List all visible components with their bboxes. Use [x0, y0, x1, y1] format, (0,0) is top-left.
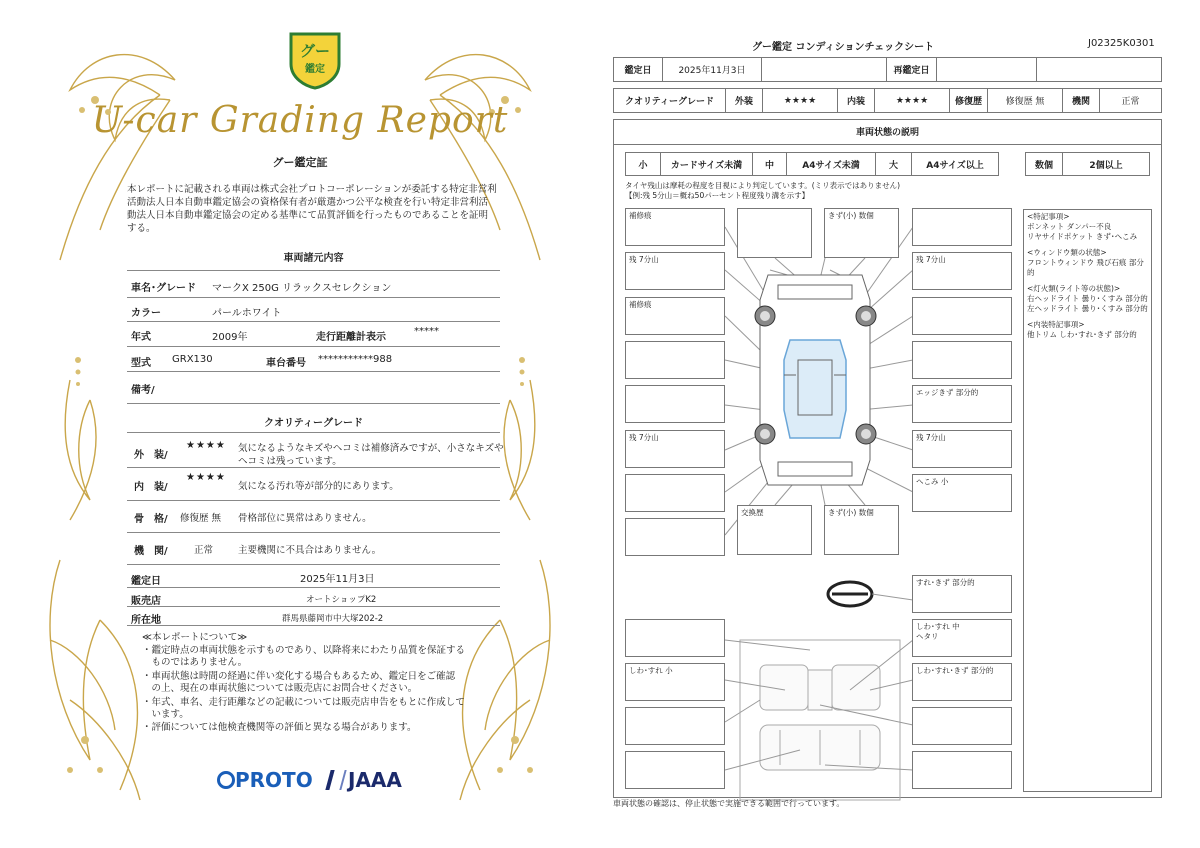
tire-note-1: タイヤ残山は摩耗の程度を目視により判定しています。(ミリ表示ではありません)	[625, 181, 901, 190]
quality-heading: クオリティーグレード	[264, 418, 363, 429]
damage-box-top-3: きず(小) 数個	[824, 208, 899, 258]
interior-box-left-1	[625, 619, 725, 657]
exterior-comment-2: ヘコミは残っています。	[238, 456, 342, 467]
sheet-title: グー鑑定 コンディションチェックシート	[752, 42, 935, 53]
exterior-stars: ★★★★	[186, 440, 226, 451]
divider	[127, 346, 500, 347]
name-label: 車名･グレード	[131, 283, 196, 294]
spec-heading: 車両諸元内容	[283, 253, 344, 264]
sheet-footer: 車両状態の確認は、停止状態で実施できる範囲で行っています。	[613, 799, 845, 808]
interior-box-left-2: しわ･すれ 小	[625, 663, 725, 701]
engine-label: 機 関/	[134, 546, 168, 557]
interior-stars: ★★★★	[186, 472, 226, 483]
divider	[127, 532, 500, 533]
grade-label: クオリティーグレード	[613, 88, 726, 113]
note-line: 他トリム しわ･すれ･きず 部分的	[1027, 330, 1137, 339]
damage-box-left-3: 補修痕	[625, 297, 725, 335]
damage-box-top-1	[737, 208, 812, 258]
goo-appraisal-badge	[285, 30, 345, 90]
divider	[127, 467, 500, 468]
note-line: 左ヘッドライト 曇り･くすみ 部分的	[1027, 304, 1148, 313]
interior-box-right-1-line-1: しわ･すれ 中	[916, 622, 960, 631]
damage-box-right-5: エッジきず 部分的	[912, 385, 1012, 423]
tire-box-rear-left: 残 7分山	[625, 430, 725, 468]
interior-comment: 気になる汚れ等が部分的にあります。	[238, 481, 399, 492]
divider	[127, 371, 500, 372]
divider	[127, 625, 500, 626]
note-line: <特記事項>	[1027, 212, 1070, 221]
ext-label: 外装	[725, 88, 763, 113]
sheet-date-value: 2025年11月3日	[662, 57, 762, 82]
svg-text:鑑定: 鑑定	[305, 64, 325, 75]
engine-comment: 主要機関に不具合はありません。	[238, 545, 382, 556]
frame-label: 骨 格/	[134, 514, 168, 525]
chassis-value: ***********988	[318, 354, 393, 365]
date-value: 2025年11月3日	[300, 574, 375, 585]
steering-wheel-icon	[828, 582, 872, 606]
about-3b: います。	[142, 709, 189, 720]
note-line: 右ヘッドライト 曇り･くすみ 部分的	[1027, 294, 1148, 303]
legend-large-key: 大	[875, 152, 912, 176]
jaaa-mark-icon	[325, 770, 346, 790]
interior-box-right-1	[912, 619, 1012, 657]
ext-stars: ★★★★	[762, 88, 838, 113]
remarks-label: 備考/	[131, 385, 155, 396]
jaaa-logo: JAAA	[328, 768, 402, 792]
damage-box-left-8	[625, 518, 725, 556]
divider	[127, 606, 500, 607]
interior-label: 内 装/	[134, 482, 168, 493]
damage-box-left-5	[625, 385, 725, 423]
interior-box-right-1-line-2: ヘタリ	[916, 632, 939, 641]
about-4: ・評価については他検査機関等の評価と異なる場合があります。	[142, 722, 417, 733]
note-line: フロントウィンドウ 飛び石痕 部分的	[1027, 258, 1144, 277]
interior-box-left-4	[625, 751, 725, 789]
damage-box-right-1	[912, 208, 1012, 246]
repair-label: 修復歴	[949, 88, 988, 113]
divider	[127, 587, 500, 588]
interior-box-right-3	[912, 707, 1012, 745]
tire-box-front-left: 残 7分山	[625, 252, 725, 290]
sheet-code: J02325K0301	[1088, 38, 1155, 49]
legend-medium-desc: A4サイズ未満	[786, 152, 876, 176]
repair-value: 修復歴 無	[987, 88, 1063, 113]
about-2b: の上、現在の車両状態については販売店にお問合せください。	[142, 683, 418, 694]
divider	[127, 564, 500, 565]
steering-box: すれ･きず 部分的	[912, 575, 1012, 613]
count-label: 数個	[1025, 152, 1063, 176]
damage-box-right-4	[912, 341, 1012, 379]
interior-box-right-2: しわ･すれ･きず 部分的	[912, 663, 1012, 701]
certificate-intro: 本レポートに記載される車両は株式会社プロトコーポレーションが委託する特定非営利活動法人日本自動車鑑定協会の資格保有者が厳選かつ公平な検査を行い特定非営利活動法人日本自動車鑑定協会の定める基準にて品質評価を行ったものであることを証明する。	[127, 184, 497, 234]
chassis-label: 車台番号	[266, 358, 306, 369]
certificate-subtitle: グー鑑定証	[272, 156, 328, 169]
legend-large-desc: A4サイズ以上	[911, 152, 999, 176]
damage-box-left-1: 補修痕	[625, 208, 725, 246]
exterior-label: 外 装/	[134, 450, 168, 461]
damage-box-left-7	[625, 474, 725, 512]
engine-value: 正常	[194, 545, 214, 556]
engine-value: 正常	[1099, 88, 1162, 113]
mileage-label: 走行距離計表示	[316, 332, 386, 343]
model-value: GRX130	[172, 354, 213, 365]
legend-small-key: 小	[625, 152, 661, 176]
exterior-comment-1: 気になるようなキズやヘコミは補修済みですが、小さなキズや	[238, 443, 504, 454]
proto-mark-icon	[217, 771, 235, 789]
reinspect-label: 再鑑定日	[886, 57, 937, 82]
legend-small-desc: カードサイズ未満	[660, 152, 753, 176]
note-line: <内装特記事項>	[1027, 320, 1085, 329]
sheet-date-label: 鑑定日	[613, 57, 663, 82]
divider	[127, 321, 500, 322]
damage-box-right-3	[912, 297, 1012, 335]
address-label: 所在地	[131, 615, 161, 626]
mileage-value: *****	[414, 326, 439, 337]
about-1a: ・鑑定時点の車両状態を示すものであり、以降将来にわたり品質を保証する	[142, 645, 466, 656]
divider	[127, 270, 500, 271]
about-2a: ・車両状態は時間の経過に伴い変化する場合もあるため、鑑定日をご確認	[142, 671, 456, 682]
proto-logo: PROTO	[217, 768, 313, 792]
date-label: 鑑定日	[131, 576, 161, 587]
desc-heading: 車両状態の説明	[613, 119, 1162, 145]
count-value: 2個以上	[1062, 152, 1150, 176]
damage-box-bottom-2: 交換歴	[737, 505, 812, 555]
about-title: ≪本レポートについて≫	[142, 632, 248, 643]
note-line: リヤサイドポケット きず･へこみ	[1027, 232, 1138, 241]
int-label: 内装	[837, 88, 875, 113]
about-3a: ・年式、車名、走行距離などの記載については販売店申告をもとに作成して	[142, 697, 465, 708]
tire-box-rear-right: 残 7分山	[912, 430, 1012, 468]
divider	[127, 432, 500, 433]
color-label: カラー	[131, 308, 161, 319]
note-line: <灯火類(ライト等の状態)>	[1027, 284, 1121, 293]
engine-label: 機関	[1062, 88, 1100, 113]
interior-box-left-3	[625, 707, 725, 745]
special-notes-box	[1023, 209, 1152, 792]
model-label: 型式	[131, 358, 151, 369]
frame-value: 修復歴 無	[180, 513, 222, 524]
year-label: 年式	[131, 332, 151, 343]
address-value: 群馬県藤岡市中大塚202-2	[282, 614, 384, 624]
tire-note-2: 【例:残 5分山＝概ね50パーセント程度残り溝を示す】	[625, 191, 810, 200]
tire-box-front-right: 残 7分山	[912, 252, 1012, 290]
shop-label: 販売店	[131, 596, 161, 607]
svg-text:グー: グー	[299, 42, 331, 60]
frame-comment: 骨格部位に異常はありません。	[238, 513, 372, 524]
divider	[127, 500, 500, 501]
int-stars: ★★★★	[874, 88, 950, 113]
year-value: 2009年	[212, 332, 248, 343]
note-line: ボンネット ダンパー不良	[1027, 222, 1112, 231]
interior-box-right-4	[912, 751, 1012, 789]
divider	[127, 297, 500, 298]
report-title: U-car Grading Report	[91, 100, 509, 141]
name-value: マークX 250G リラックスセレクション	[212, 283, 392, 294]
legend-medium-key: 中	[752, 152, 787, 176]
about-1b: ものではありません。	[142, 657, 248, 668]
shop-value: オートショップK2	[306, 595, 377, 605]
damage-box-right-7: へこみ 小	[912, 474, 1012, 512]
note-line: <ウィンドウ類の状態>	[1027, 248, 1107, 257]
damage-box-bottom-3: きず(小) 数個	[824, 505, 899, 555]
color-value: パールホワイト	[212, 308, 282, 319]
divider	[127, 403, 500, 404]
damage-box-left-4	[625, 341, 725, 379]
